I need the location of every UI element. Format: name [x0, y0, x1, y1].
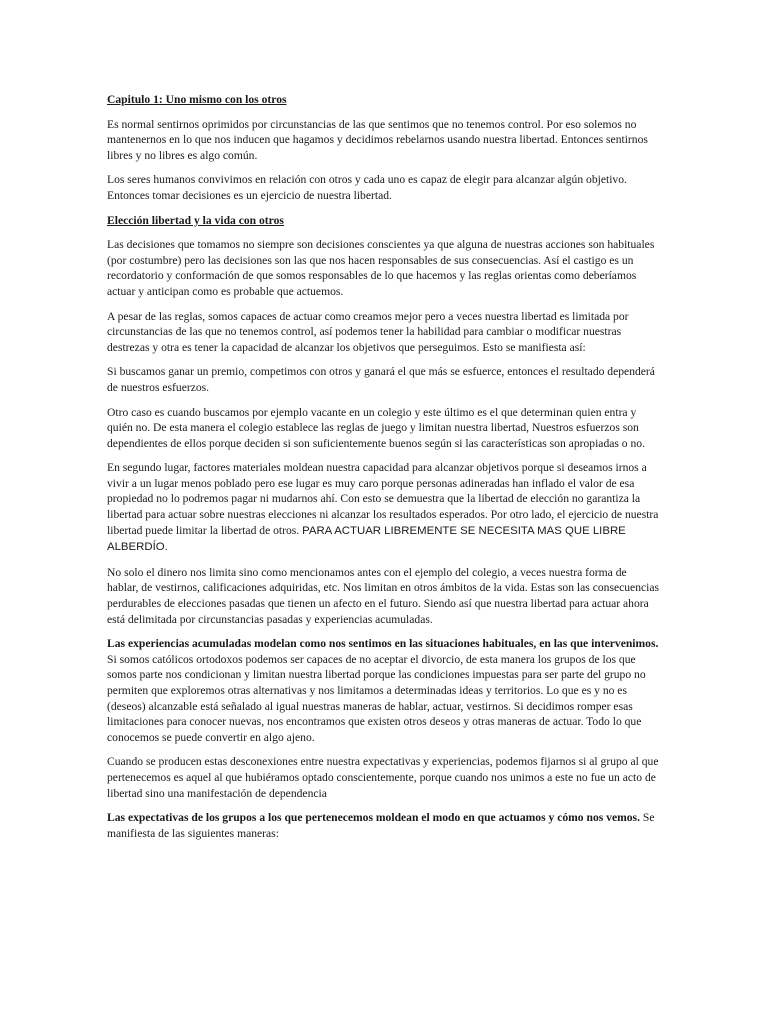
chapter-title: Capitulo 1: Uno mismo con los otros: [107, 93, 287, 106]
paragraph-9: [107, 636, 659, 745]
paragraph-4: A pesar de las reglas, somos capaces de actuar como creamos mejor pero a veces nuestra libertad es limitada por circunstancias de las que no tenemos control, así podemos tener la habilidad para cambiar o modificar nuestras destrezas y otra es tener la capacidad de alcanzar los objetivos que perseguimos. Esto se manifiesta así:: [107, 309, 629, 354]
paragraph-7: [107, 460, 659, 556]
paragraph-5: Si buscamos ganar un premio, competimos con otros y ganará el que más se esfuerce, entonces el resultado dependerá de nuestros esfuerzos.: [107, 365, 655, 394]
paragraph-3: Las decisiones que tomamos no siempre son decisiones conscientes ya que alguna de nuestras acciones son habituales (por costumbre) pero las decisiones son las que nos hacen responsables de sus consecuencias. Así el castigo es un recordatorio y conformación de que somos responsables de lo que hacemos y las reglas orientas como deberíamos actuar y anticipan como es probable que actuemos.: [107, 238, 655, 298]
paragraph-8: No solo el dinero nos limita sino como mencionamos antes con el ejemplo del colegio, a veces nuestra forma de hablar, de vestirnos, calificaciones adquiridas, etc. Nos limitan en otros ámbitos de la vida. Estas son las consecuencias perdurables de elecciones pasadas que tienen un afecto en el futuro. Siendo así que nuestra libertad para actuar ahora está delimitada por circunstancias pasadas y experiencias acumuladas.: [107, 565, 660, 626]
section-title: Elección libertad y la vida con otros: [107, 213, 284, 227]
paragraph-7-caps: PARA ACTUAR LIBREMENTE SE NECESITA MAS QUE LIBRE ALBERDÍO.: [107, 524, 626, 554]
paragraph-2: Los seres humanos convivimos en relación con otros y cada uno es capaz de elegir para alcanzar algún objetivo. Entonces tomar decisiones es un ejercicio de nuestra libertad.: [107, 173, 627, 202]
paragraph-10: Cuando se producen estas desconexiones entre nuestra expectativas y experiencias, podemos fijarnos si al grupo al que pertenecemos es aquel al que hubiéramos optado conscientemente, porque cuando nos unimos a este no fue un acto de libertad sino una manifestación de dependencia: [107, 755, 659, 800]
paragraph-11-text: Se manifiesta de las siguientes maneras:: [107, 811, 655, 840]
paragraph-11-bold: Las expectativas de los grupos a los que pertenecemos moldean el modo en que actuamos y cómo nos vemos.: [107, 811, 640, 825]
paragraph-11: [107, 810, 659, 841]
paragraph-9-bold: Las experiencias acumuladas modelan como nos sentimos en las situaciones habituales, en las que intervenimos.: [107, 637, 659, 651]
paragraph-9-text: Si somos católicos ortodoxos podemos ser capaces de no aceptar el divorcio, de esta manera los grupos de los que somos parte nos condicionan y limitan nuestra libertad porque las condiciones impuestas para ser parte del grupo no permiten que exploremos otras alternativas y nos limitamos a determinadas ideas y territorios. Lo que es y no es (deseos) alcanzable está señalado al igual nuestras maneras de hablar, actuar, vestirnos. Si decidimos romper esas limitaciones para conocer nuevas, nos encontramos que existen otros deseos y otras maneras de actuar. Todo lo que conocemos se puede convertir en algo ajeno.: [107, 652, 646, 744]
document-body: [107, 92, 659, 850]
paragraph-1: Es normal sentirnos oprimidos por circunstancias de las que sentimos que no tenemos control. Por eso solemos no mantenernos en lo que nos inducen que hagamos y decidimos rebelarnos usando nuestra libertad. Entonces sentirnos libres y no libres es algo común.: [107, 117, 648, 162]
paragraph-6: Otro caso es cuando buscamos por ejemplo vacante en un colegio y este último es el que determinan quien entra y quién no. De esta manera el colegio establece las reglas de juego y limitan nuestra libertad, Nuestros esfuerzos son dependientes de ellos porque deciden si son suficientemente buenos según si las características son apropiadas o no.: [107, 405, 645, 450]
paragraph-7-text: En segundo lugar, factores materiales moldean nuestra capacidad para alcanzar objetivos porque si deseamos irnos a vivir a un lugar menos poblado pero ese lugar es muy caro porque personas adineradas han inflado el valor de esa propiedad no lo podremos pagar ni mudarnos ahí. Con esto se demuestra que la libertad de elección no garantiza la libertad para actuar sobre nuestras elecciones ni alcanzar los resultados esperados. Por otro lado, el ejercicio de nuestra libertad puede limitar la libertad de otros.: [107, 461, 659, 537]
